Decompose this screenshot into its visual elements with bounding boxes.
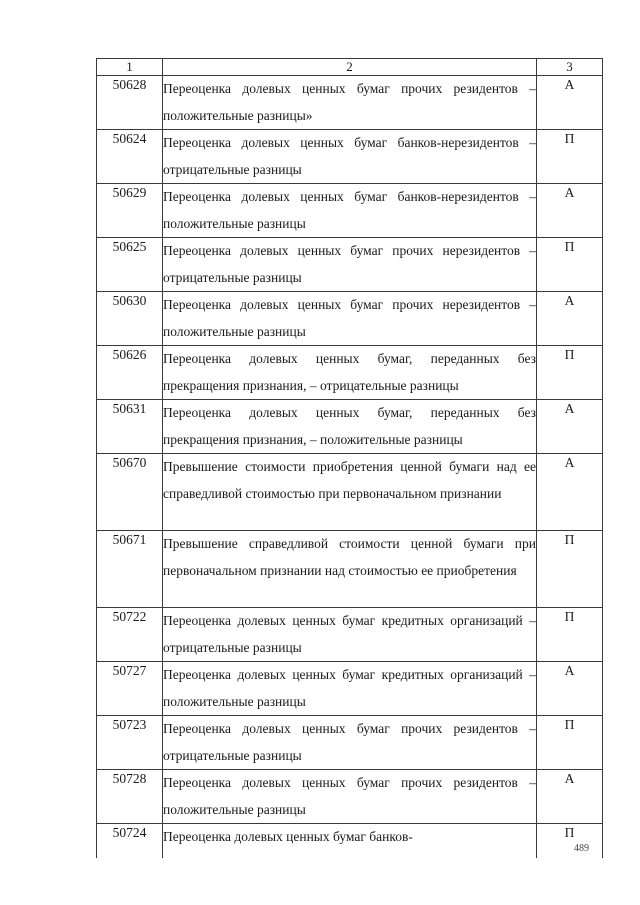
account-description: Переоценка долевых ценных бумаг прочих резидентов – положительные разницы» [163, 76, 537, 130]
account-description: Превышение стоимости приобретения ценной бумаги над ее справедливой стоимостью при первоначальном признании [163, 454, 537, 531]
column-header-1: 1 [97, 59, 163, 76]
account-code: 50629 [97, 184, 163, 238]
account-description: Переоценка долевых ценных бумаг банков- [163, 824, 537, 859]
account-type: А [537, 662, 603, 716]
table-row [97, 662, 603, 716]
account-code: 50671 [97, 531, 163, 608]
account-description: Переоценка долевых ценных бумаг, переданных без прекращения признания, – положительные разницы [163, 400, 537, 454]
account-code: 50722 [97, 608, 163, 662]
account-description: Переоценка долевых ценных бумаг банков-нерезидентов – отрицательные разницы [163, 130, 537, 184]
account-description: Переоценка долевых ценных бумаг, переданных без прекращения признания, – отрицательные разницы [163, 346, 537, 400]
account-description: Переоценка долевых ценных бумаг кредитных организаций – положительные разницы [163, 662, 537, 716]
account-type: П [537, 238, 603, 292]
account-type: А [537, 76, 603, 130]
account-code: 50630 [97, 292, 163, 346]
account-description: Переоценка долевых ценных бумаг прочих нерезидентов – отрицательные разницы [163, 238, 537, 292]
account-type: А [537, 292, 603, 346]
table-row [97, 130, 603, 184]
account-type: П [537, 130, 603, 184]
account-code: 50727 [97, 662, 163, 716]
account-description: Переоценка долевых ценных бумаг банков-нерезидентов – положительные разницы [163, 184, 537, 238]
account-type: П [537, 716, 603, 770]
table-row [97, 184, 603, 238]
table-header-row [97, 59, 603, 76]
accounts-table [96, 58, 603, 858]
table-row [97, 608, 603, 662]
account-code: 50626 [97, 346, 163, 400]
table-row [97, 238, 603, 292]
account-description: Переоценка долевых ценных бумаг прочих резидентов – положительные разницы [163, 770, 537, 824]
account-type: А [537, 770, 603, 824]
table-row [97, 770, 603, 824]
account-type: П [537, 531, 603, 608]
table-row [97, 716, 603, 770]
account-description: Переоценка долевых ценных бумаг прочих нерезидентов – положительные разницы [163, 292, 537, 346]
account-code: 50728 [97, 770, 163, 824]
account-code: 50628 [97, 76, 163, 130]
account-code: 50625 [97, 238, 163, 292]
account-type: П [537, 824, 603, 859]
column-header-2: 2 [163, 59, 537, 76]
account-code: 50723 [97, 716, 163, 770]
table-row [97, 454, 603, 531]
page-number: 489 [574, 843, 589, 854]
account-type: А [537, 184, 603, 238]
account-code: 50631 [97, 400, 163, 454]
account-description: Превышение справедливой стоимости ценной бумаги при первоначальном признании над стоимостью ее приобретения [163, 531, 537, 608]
table-row [97, 400, 603, 454]
account-type: П [537, 346, 603, 400]
table-row [97, 346, 603, 400]
column-header-3: 3 [537, 59, 603, 76]
account-code: 50670 [97, 454, 163, 531]
table-row [97, 76, 603, 130]
account-description: Переоценка долевых ценных бумаг прочих резидентов – отрицательные разницы [163, 716, 537, 770]
table-row [97, 531, 603, 608]
account-code: 50624 [97, 130, 163, 184]
account-description: Переоценка долевых ценных бумаг кредитных организаций – отрицательные разницы [163, 608, 537, 662]
table-row [97, 824, 603, 859]
table-row [97, 292, 603, 346]
account-type: А [537, 454, 603, 531]
account-type: А [537, 400, 603, 454]
account-type: П [537, 608, 603, 662]
account-code: 50724 [97, 824, 163, 859]
